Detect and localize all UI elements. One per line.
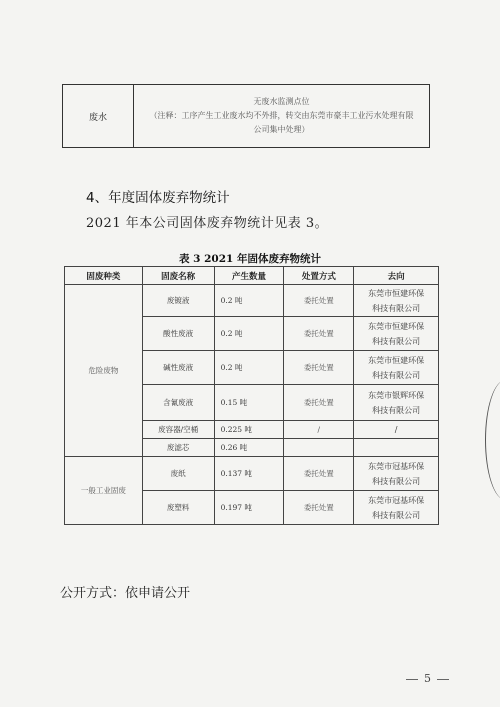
waste-method <box>284 439 354 457</box>
waste-name: 碱性废液 <box>142 351 214 385</box>
category-hazardous: 危险废物 <box>65 285 143 457</box>
waste-name: 废塑料 <box>142 491 214 525</box>
waste-name: 废纸 <box>142 457 214 491</box>
destination-line-1: 东莞市恒建环保 <box>368 355 425 365</box>
waste-method: 委托处置 <box>284 285 354 317</box>
category-general: 一般工业固废 <box>65 457 143 525</box>
waste-method: 委托处置 <box>284 457 354 491</box>
wastewater-line-3: 公司集中处理） <box>253 125 310 134</box>
waste-method: 委托处置 <box>284 385 354 421</box>
waste-method: / <box>284 421 354 439</box>
waste-amount: 0.197 吨 <box>214 491 284 525</box>
waste-amount: 0.15 吨 <box>214 385 284 421</box>
waste-method: 委托处置 <box>284 317 354 351</box>
destination-line-1: 东莞市冠基环保 <box>368 461 425 471</box>
waste-destination: / <box>354 421 439 439</box>
destination-line-2: 科技有限公司 <box>372 476 421 486</box>
waste-destination <box>354 317 439 351</box>
waste-name: 酸性废液 <box>142 317 214 351</box>
destination-line-1: 东莞市恒建环保 <box>368 321 425 331</box>
waste-destination <box>354 385 439 421</box>
waste-amount: 0.137 吨 <box>214 457 284 491</box>
waste-amount: 0.225 吨 <box>214 421 284 439</box>
wastewater-line-2: （注释：工序产生工业废水均不外排，转交由东莞市豪丰工业污水处理有限 <box>149 111 414 120</box>
destination-line-1: 东莞市冠基环保 <box>368 495 425 505</box>
binding-edge-mark <box>485 380 500 500</box>
table-caption: 表 3 2021 年固体废弃物统计 <box>179 253 321 265</box>
solid-waste-table <box>64 266 439 525</box>
page-number-dash-left <box>406 679 418 680</box>
waste-name: 含氰废液 <box>142 385 214 421</box>
waste-destination <box>354 285 439 317</box>
disclosure-method: 公开方式：依申请公开 <box>60 586 191 601</box>
table-header-row <box>65 267 439 285</box>
header-method: 处置方式 <box>284 267 354 285</box>
waste-amount: 0.2 吨 <box>214 351 284 385</box>
destination-line-1: 东莞市恒建环保 <box>368 288 425 298</box>
intro-paragraph: 2021 年本公司固体废弃物统计见表 3。 <box>86 216 329 231</box>
waste-destination <box>354 439 439 457</box>
page-number: 5 <box>424 672 431 685</box>
waste-name: 废镀液 <box>142 285 214 317</box>
header-name: 固废名称 <box>142 267 214 285</box>
table-row <box>65 285 439 317</box>
header-amount: 产生数量 <box>214 267 284 285</box>
waste-amount: 0.2 吨 <box>214 285 284 317</box>
wastewater-content <box>134 85 430 148</box>
waste-method: 委托处置 <box>284 491 354 525</box>
wastewater-table <box>62 84 430 148</box>
wastewater-label: 废水 <box>63 85 134 148</box>
waste-destination <box>354 457 439 491</box>
waste-amount: 0.2 吨 <box>214 317 284 351</box>
table-row <box>65 457 439 491</box>
section-heading: 4、年度固体废弃物统计 <box>86 190 230 206</box>
waste-destination <box>354 351 439 385</box>
waste-name: 废滤芯 <box>142 439 214 457</box>
wastewater-line-1: 无废水监测点位 <box>253 97 310 106</box>
destination-line-2: 科技有限公司 <box>372 510 421 520</box>
waste-name: 废容器/空桶 <box>142 421 214 439</box>
destination-line-2: 科技有限公司 <box>372 303 421 313</box>
waste-amount: 0.26 吨 <box>214 439 284 457</box>
page-number-footer <box>400 672 455 685</box>
destination-line-1: 东莞市银辉环保 <box>368 390 425 400</box>
waste-method: 委托处置 <box>284 351 354 385</box>
header-destination: 去向 <box>354 267 439 285</box>
header-category: 固废种类 <box>65 267 143 285</box>
destination-line-2: 科技有限公司 <box>372 336 421 346</box>
destination-line-2: 科技有限公司 <box>372 405 421 415</box>
destination-line-2: 科技有限公司 <box>372 370 421 380</box>
waste-destination <box>354 491 439 525</box>
page-number-dash-right <box>437 679 449 680</box>
